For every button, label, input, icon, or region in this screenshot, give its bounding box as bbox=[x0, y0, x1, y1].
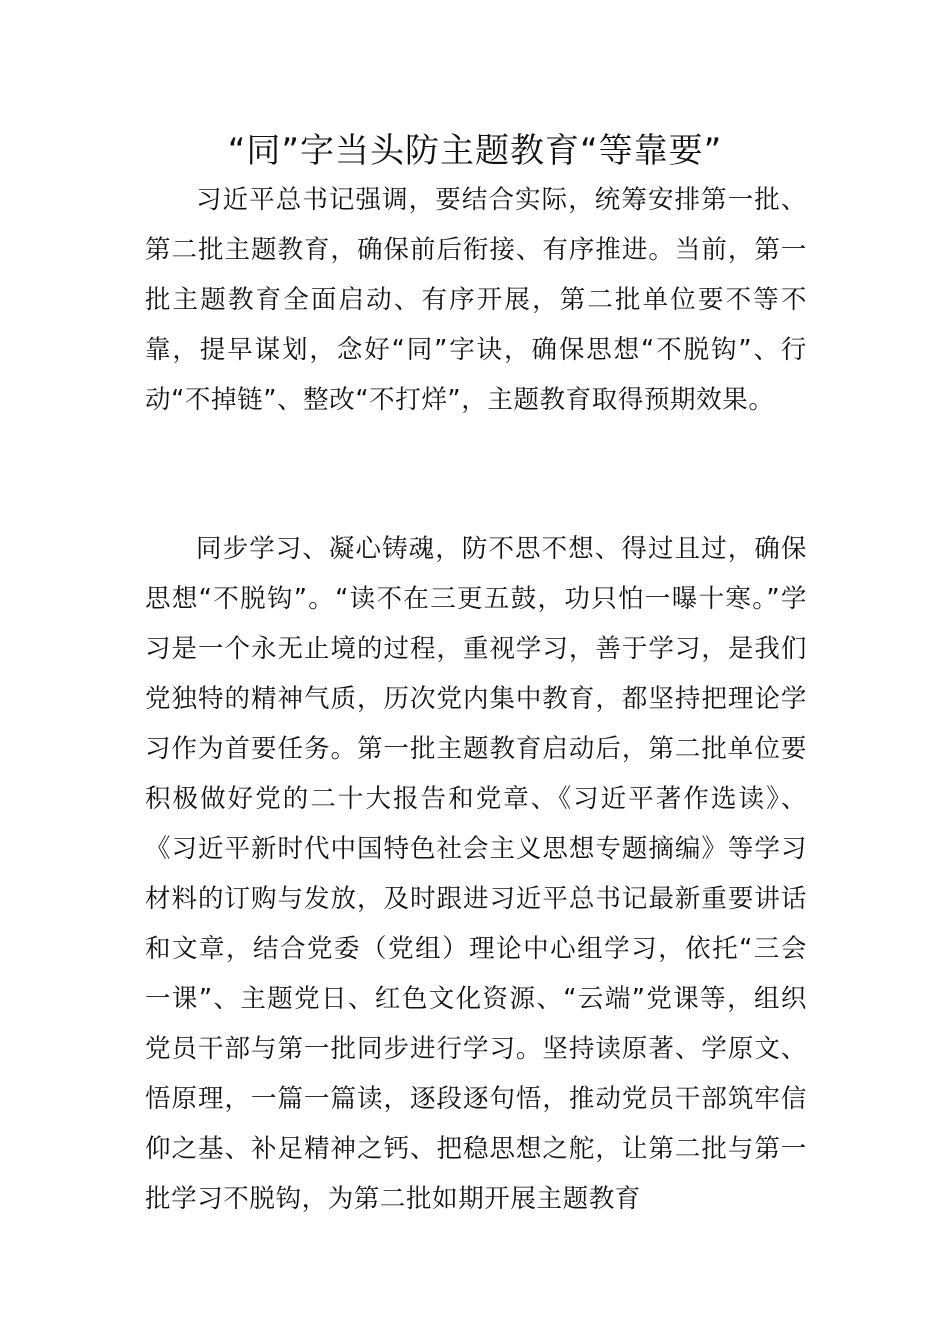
paragraph-intro: 习近平总书记强调，要结合实际，统筹安排第一批、第二批主题教育，确保前后衔接、有序推进。当前，第一批主题教育全面启动、有序开展，第二批单位要不等不靠，提早谋划，念好“同”字诀，确保思想“不脱钩”、行动“不掉链”、整改“不打烊”，主题教育取得预期效果。 bbox=[145, 185, 807, 415]
document-title: “同”字当头防主题教育“等靠要” bbox=[227, 131, 723, 171]
paragraph-study: 同步学习、凝心铸魂，防不思不想、得过且过，确保思想“不脱钩”。“读不在三更五鼓，功只怕一曝十寒。”学习是一个永无止境的过程，重视学习，善于学习，是我们党独特的精神气质，历次党内集中教育，都坚持把理论学习作为首要任务。第一批主题教育启动后，第二批单位要积极做好党的二十大报告和党章、《习近平著作选读》、《习近平新时代中国特色社会主义思想专题摘编》等学习材料的订购与发放，及时跟进习近平总书记最新重要讲话和文章，结合党委（党组）理论中心组学习，依托“三会一课”、主题党日、红色文化资源、“云端”党课等，组织党员干部与第一批同步进行学习。坚持读原著、学原文、悟原理，一篇一篇读，逐段逐句悟，推动党员干部筑牢信仰之基、补足精神之钙、把稳思想之舵，让第二批与第一批学习不脱钩，为第二批如期开展主题教育 bbox=[145, 534, 807, 1214]
